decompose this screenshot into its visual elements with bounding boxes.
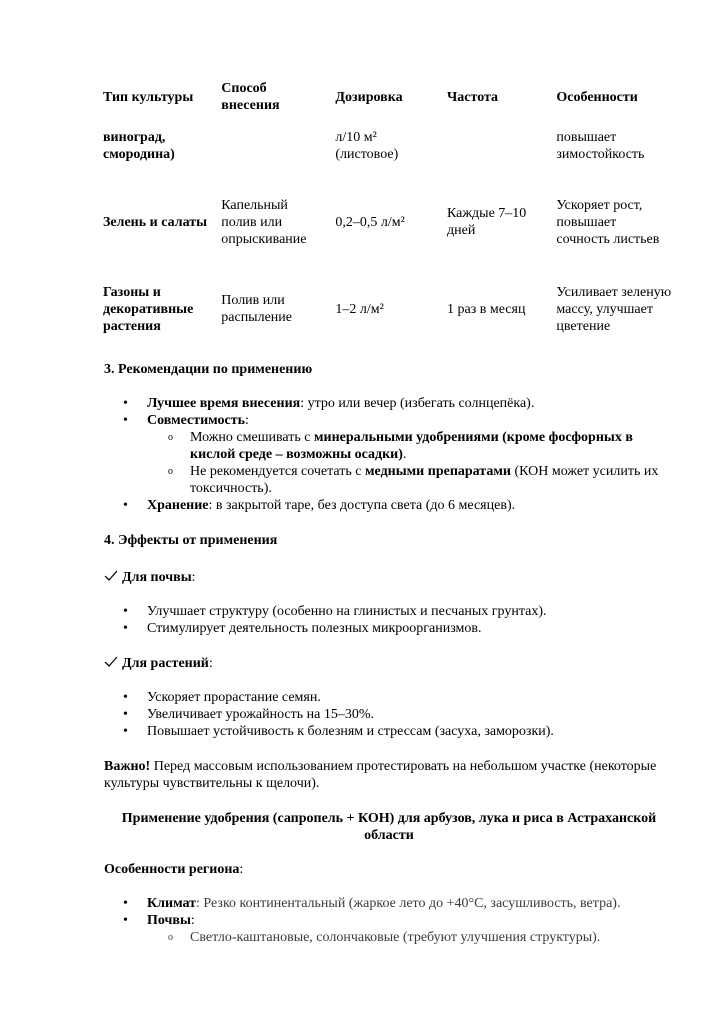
sub1-text: Можно смешивать с — [190, 430, 314, 445]
table-cell: Газоны и декоративные растения — [103, 284, 194, 334]
table-header-cell: Способ внесения — [221, 81, 280, 113]
table-cell: повышает зимостойкость — [556, 130, 645, 162]
time-label: Лучшее время внесения — [147, 396, 301, 411]
list-item — [104, 497, 674, 514]
list-item — [147, 463, 674, 497]
table-cell: Зелень и салаты — [103, 214, 208, 230]
soil-colon: : — [191, 570, 196, 585]
table-cell: Ускоряет рост, повышает сочность листьев — [556, 197, 660, 247]
storage-label: Хранение — [147, 498, 209, 513]
region-list-block — [104, 895, 674, 946]
region-heading — [104, 861, 674, 878]
check-mark-icon — [104, 655, 118, 669]
plants-list — [104, 689, 674, 740]
table-header-row — [96, 76, 676, 118]
sub1-end: . — [402, 447, 407, 462]
plants-heading — [104, 655, 674, 672]
table-header-cell: Тип культуры — [103, 89, 194, 105]
list-item — [147, 429, 674, 463]
important-label: Важно! — [104, 759, 151, 774]
region-label: Особенности региона — [104, 862, 240, 877]
list-item — [104, 412, 674, 497]
table-header-cell: Частота — [447, 89, 499, 105]
plants-list-block — [104, 689, 674, 740]
crop-table — [96, 76, 676, 348]
compat-colon: : — [245, 413, 249, 428]
soils-sublist — [147, 929, 674, 946]
section-4-heading: 4. Эффекты от применения — [104, 533, 278, 548]
list-item — [104, 912, 674, 946]
sub1-bold: минеральными удобрениями (кроме фосфорных в кислой среде – возможны осадки) — [190, 430, 633, 462]
table-header-cell: Дозировка — [335, 89, 403, 105]
table-cell: 1 раз в месяц — [447, 301, 526, 317]
sub2-bold: медными препаратами — [365, 464, 511, 479]
plants-colon: : — [208, 656, 213, 671]
table-cell — [440, 118, 549, 174]
storage-text: : в закрытой таре, без доступа света (до 6 месяцев). — [208, 498, 516, 513]
table-cell: Усиливает зеленую массу, улучшает цветение — [556, 284, 672, 334]
time-text: : утро или вечер (избегать солнцепёка). — [300, 396, 535, 411]
table-cell: 0,2–0,5 л/м² — [335, 214, 405, 230]
important-note — [104, 758, 674, 792]
list-item — [104, 895, 674, 912]
table-header-cell: Особенности — [556, 89, 638, 105]
compat-label: Совместимость — [147, 413, 246, 428]
table-cell: Каждые 7–10 дней — [447, 206, 527, 238]
table-cell: Полив или распыление — [221, 293, 292, 325]
table-cell: Капельный полив или опрыскивание — [221, 197, 307, 247]
list-item: • Повышает устойчивость к болезням и стрессам (засуха, заморозки). — [104, 723, 674, 740]
region-colon: : — [239, 862, 244, 877]
soil-list-block — [104, 603, 674, 637]
table-cell: л/10 м² (листовое) — [335, 130, 399, 162]
soil-heading — [104, 569, 674, 586]
list-item — [104, 395, 674, 412]
section-3-heading: 3. Рекомендации по применению — [104, 362, 313, 377]
table-row — [96, 174, 676, 270]
sub2-text: Не рекомендуется сочетать с — [190, 464, 365, 479]
table-cell — [214, 118, 328, 174]
recommendations-list — [104, 395, 674, 514]
list-item: • Улучшает структуру (особенно на глинистых и песчаных грунтах). — [104, 603, 674, 620]
astrakhan-title: Применение удобрения (сапропель + КОН) для арбузов, лука и риса в Астраханской области — [121, 811, 657, 843]
compat-sublist — [147, 429, 674, 497]
sub2-end: (КОН может усилить их токсичность). — [190, 464, 659, 496]
soil-list — [104, 603, 674, 637]
table-row — [96, 270, 676, 348]
climate-text: : Резко континентальный (жаркое лето до +40°C, засушливость, ветра). — [196, 896, 621, 911]
region-list — [104, 895, 674, 946]
table-row — [96, 118, 676, 174]
soils-label: Почвы — [147, 913, 191, 928]
plants-label: Для растений — [122, 656, 209, 671]
climate-label: Климат — [147, 896, 197, 911]
soils-colon: : — [190, 913, 195, 928]
soil-label: Для почвы — [122, 570, 192, 585]
table-cell: виноград, смородина) — [103, 130, 175, 162]
list-item: o Светло-каштановые, солончаковые (требуют улучшения структуры). — [147, 929, 674, 946]
list-item: • Стимулирует деятельность полезных микроорганизмов. — [104, 620, 674, 637]
list-item: • Увеличивает урожайность на 15–30%. — [104, 706, 674, 723]
check-mark-icon — [104, 569, 118, 583]
recommendations-list-block — [104, 395, 674, 514]
table-cell: 1–2 л/м² — [335, 301, 384, 317]
important-text: Перед массовым использованием протестировать на небольшом участке (некоторые культуры чувствительны к щелочи). — [104, 759, 657, 791]
list-item: • Ускоряет прорастание семян. — [104, 689, 674, 706]
